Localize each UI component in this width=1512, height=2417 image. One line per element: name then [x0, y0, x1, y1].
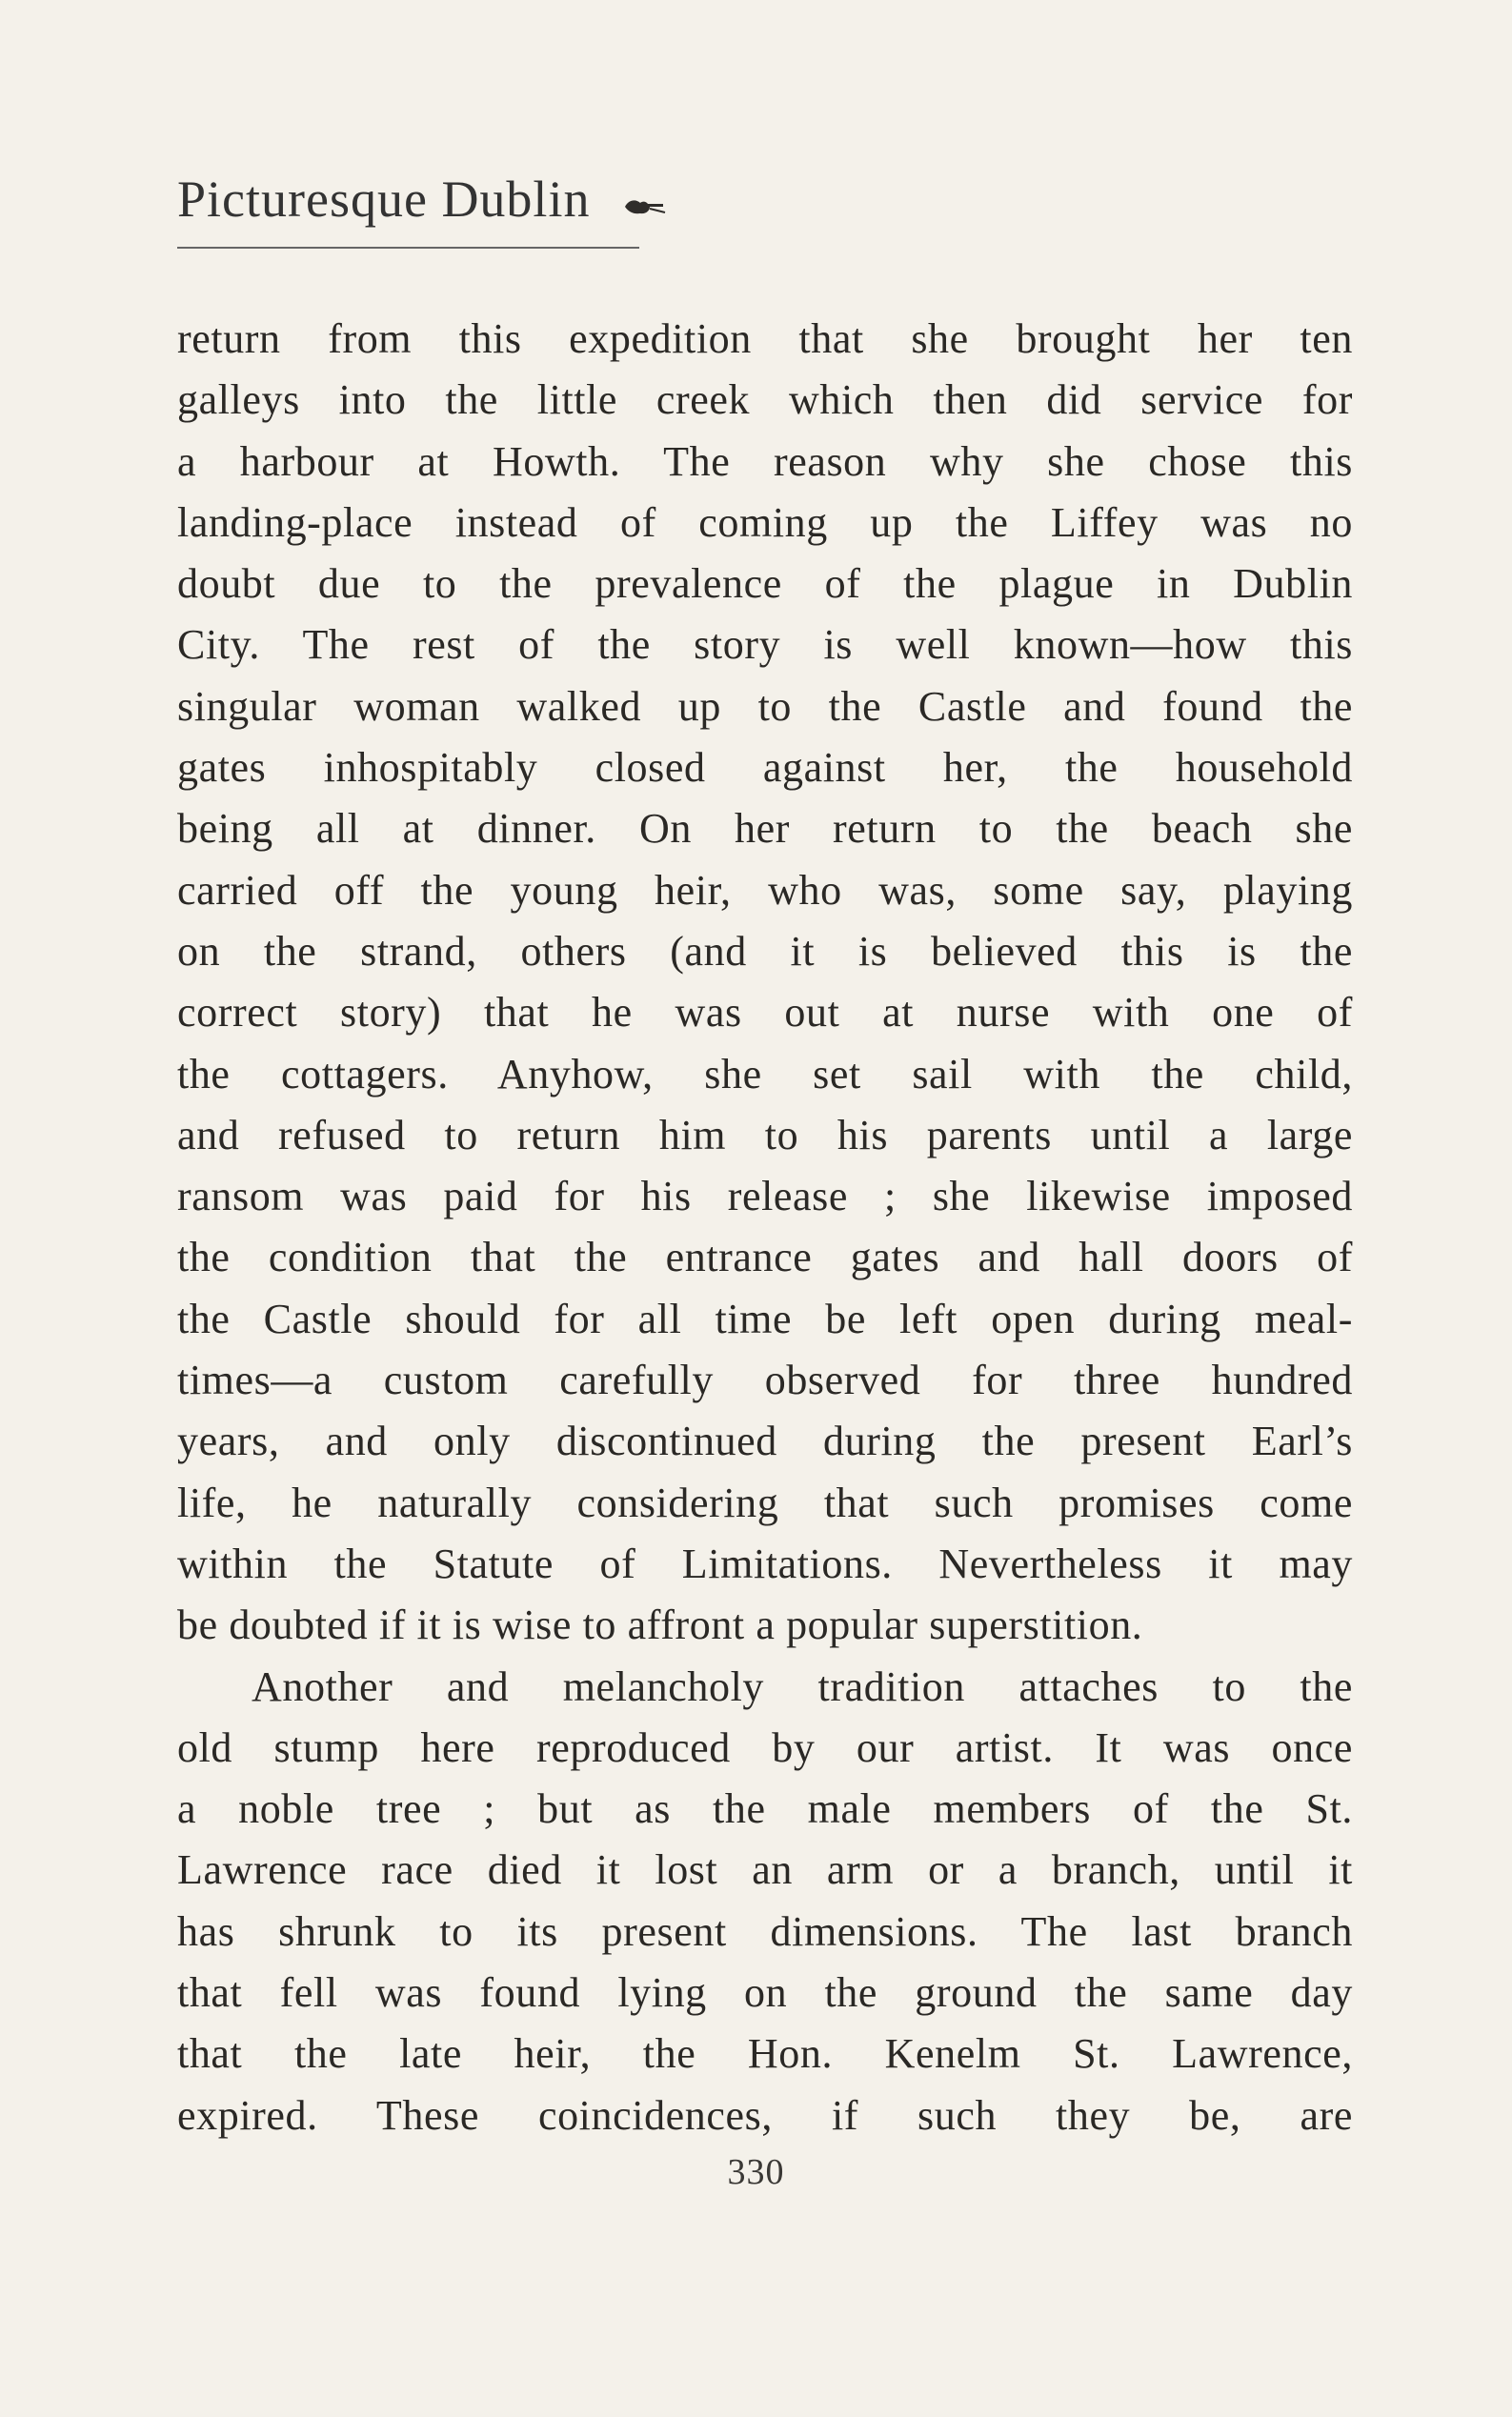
text-line: carried off the young heir, who was, some say, playing — [177, 866, 1353, 914]
text-line: singular woman walked up to the Castle and found the — [177, 682, 1353, 730]
text-line: a noble tree ; but as the male members of the St. — [177, 1785, 1353, 1833]
paragraph — [177, 1657, 1353, 2146]
text-line: gates inhospitably closed against her, the household — [177, 744, 1353, 792]
text-line: doubt due to the prevalence of the plague in Dublin — [177, 560, 1353, 608]
text-line: galleys into the little creek which then did service for — [177, 376, 1353, 424]
page-title: Picturesque Dublin — [177, 171, 591, 228]
text-line: and refused to return him to his parents until a large — [177, 1111, 1353, 1158]
paragraph — [177, 309, 1353, 1657]
text-line: Lawrence race died it lost an arm or a branch, until it — [177, 1846, 1353, 1894]
text-line: expired. These coincidences, if such they be, are — [177, 2091, 1353, 2139]
text-line: City. The rest of the story is well known—how this — [177, 621, 1353, 669]
running-head — [177, 170, 667, 234]
text-line: years, and only discontinued during the present Earl’s — [177, 1418, 1353, 1465]
text-line: that the late heir, the Hon. Kenelm St. Lawrence, — [177, 2030, 1353, 2078]
text-line: return from this expedition that she brought her ten — [177, 315, 1353, 362]
page-number: 330 — [727, 2152, 785, 2192]
text-line: landing-place instead of coming up the Liffey was no — [177, 498, 1353, 546]
text-line: that fell was found lying on the ground the same day — [177, 1969, 1353, 2017]
text-line: a harbour at Howth. The reason why she chose this — [177, 437, 1353, 485]
text-line: on the strand, others (and it is believed this is the — [177, 927, 1353, 975]
text-line: ransom was paid for his release ; she likewise imposed — [177, 1173, 1353, 1220]
text-line: the condition that the entrance gates and hall doors of — [177, 1234, 1353, 1281]
text-line: times—a custom carefully observed for three hundred — [177, 1357, 1353, 1404]
text-line: old stump here reproduced by our artist. It was once — [177, 1723, 1353, 1771]
text-line: within the Statute of Limitations. Nevertheless it may — [177, 1540, 1353, 1587]
text-line: the cottagers. Anyhow, she set sail with the child, — [177, 1050, 1353, 1098]
hand-pointer-icon — [621, 171, 667, 231]
header-rule — [177, 247, 639, 249]
text-line: life, he naturally considering that such promises come — [177, 1479, 1353, 1526]
text-line: being all at dinner. On her return to the beach she — [177, 805, 1353, 853]
text-line: be doubted if it is wise to affront a popular superstition. — [177, 1601, 1143, 1649]
body-text — [177, 309, 1353, 2146]
text-line: has shrunk to its present dimensions. The last branch — [177, 1907, 1353, 1955]
text-line: Another and melancholy tradition attaches to the — [252, 1662, 1353, 1710]
text-line: the Castle should for all time be left open during meal- — [177, 1295, 1353, 1342]
text-line: correct story) that he was out at nurse with one of — [177, 989, 1353, 1037]
